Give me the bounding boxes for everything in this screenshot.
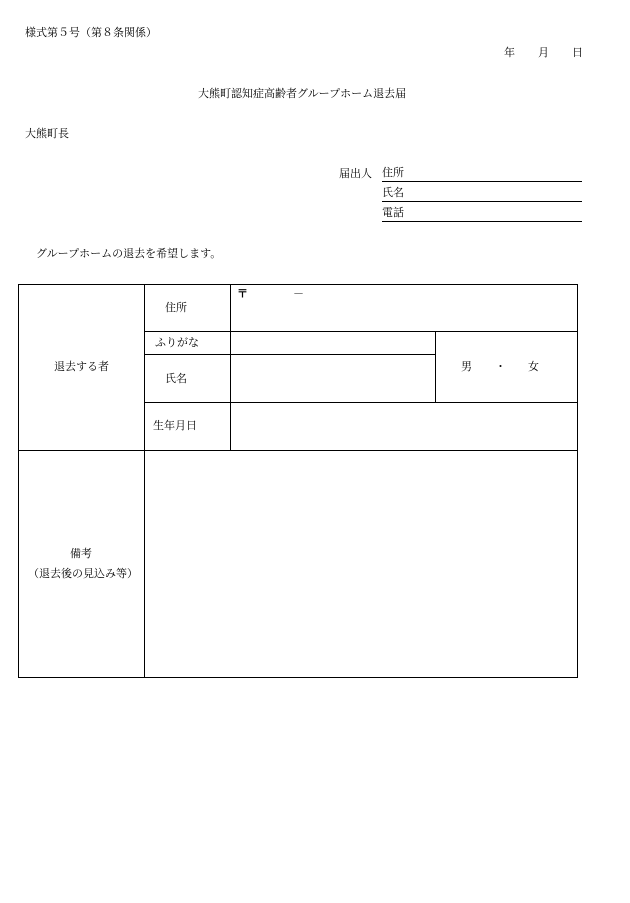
applicant-name-field[interactable]	[382, 187, 582, 202]
gender-female: 女	[528, 360, 539, 373]
applicant-name-label: 氏名	[382, 186, 404, 199]
table-border-bottom	[18, 677, 578, 678]
remarks-input-area[interactable]	[145, 451, 576, 677]
applicant-phone-field[interactable]	[382, 207, 582, 222]
table-border-left	[18, 284, 19, 678]
section-label-withdrawing-person: 退去する者	[54, 360, 109, 373]
birthdate-input-area[interactable]	[231, 403, 576, 450]
remarks-label: 備考	[70, 547, 92, 560]
request-text: グループホームの退去を希望します。	[36, 247, 222, 260]
applicant-address-label: 住所	[382, 166, 404, 179]
applicant-phone-label: 電話	[382, 206, 404, 219]
addressee: 大熊町長	[25, 127, 69, 140]
remarks-sublabel: （退去後の見込み等）	[28, 567, 138, 580]
postal-mark: 〒	[237, 287, 248, 300]
gender-selection-area[interactable]	[436, 332, 576, 402]
applicant-address-field[interactable]	[382, 167, 582, 182]
address-label: 住所	[165, 301, 187, 314]
date-month-label: 月	[538, 46, 549, 59]
date-year-label: 年	[504, 46, 515, 59]
gender-male: 男	[461, 360, 472, 373]
postal-dash: －	[293, 287, 304, 300]
address-input-area[interactable]	[231, 285, 576, 331]
table-border-right	[577, 284, 578, 678]
name-label: 氏名	[165, 372, 187, 385]
furigana-input-area[interactable]	[231, 332, 434, 354]
gender-separator: ・	[495, 360, 506, 373]
document-title: 大熊町認知症高齢者グループホーム退去届	[198, 87, 407, 100]
applicant-label: 届出人	[339, 167, 372, 180]
birthdate-label: 生年月日	[153, 419, 197, 432]
furigana-label: ふりがな	[155, 336, 199, 349]
name-input-area[interactable]	[231, 355, 434, 402]
date-day-label: 日	[572, 46, 583, 59]
form-number: 様式第５号（第８条関係）	[25, 26, 157, 39]
withdrawal-form-table	[18, 284, 578, 678]
